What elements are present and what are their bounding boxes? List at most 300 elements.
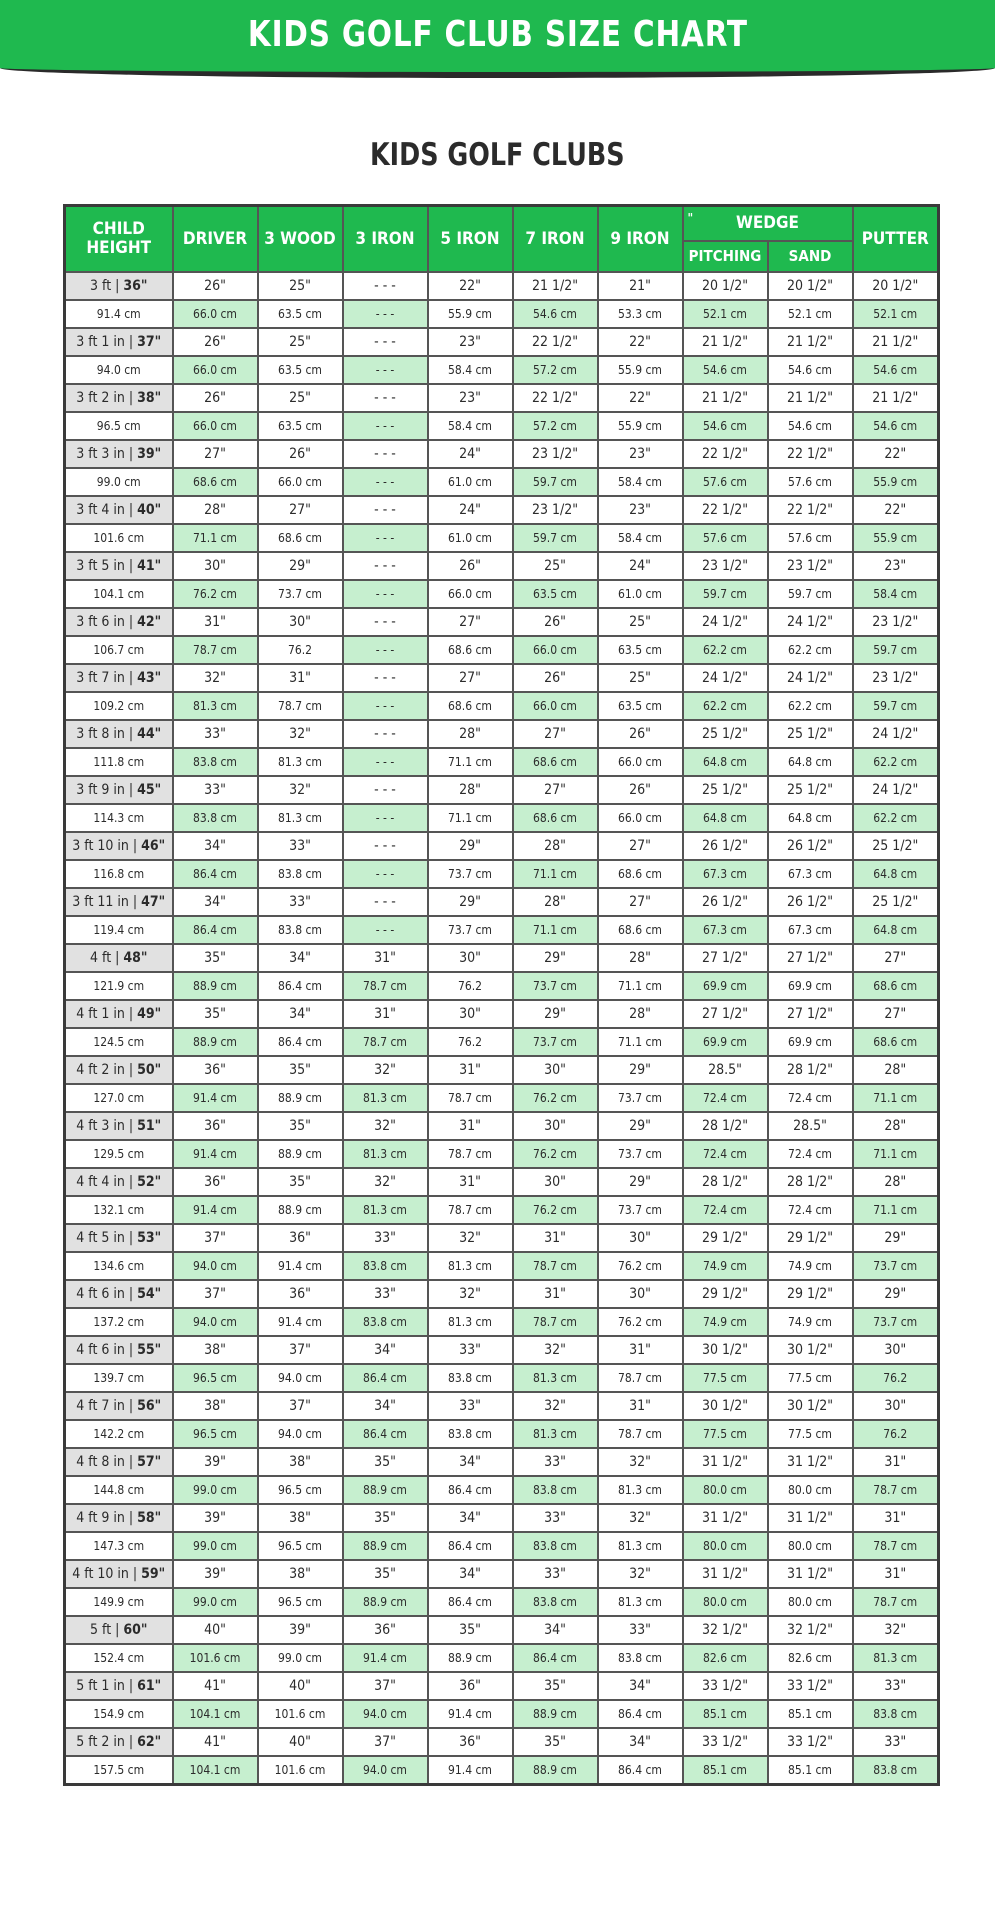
sand-length-cm: 74.9 cm — [768, 1308, 853, 1336]
7-iron-length-in: 27" — [513, 720, 598, 748]
pitching-length-in: 31 1/2" — [683, 1560, 768, 1588]
height-feet-cell — [65, 1224, 173, 1252]
5-iron-length-in: 30" — [428, 944, 513, 972]
9-iron-length-in: 25" — [598, 664, 683, 692]
driver-length-cm: 99.0 cm — [173, 1588, 258, 1616]
height-feet: 4 ft 3 in | — [76, 1118, 138, 1134]
height-feet: 3 ft 7 in | — [76, 670, 138, 686]
table-row-cm — [65, 916, 939, 944]
putter-length-in: 25 1/2" — [853, 832, 939, 860]
5-iron-length-in: 26" — [428, 552, 513, 580]
3-wood-length-in: 35" — [258, 1056, 343, 1084]
height-cm: 101.6 cm — [65, 524, 173, 552]
3-wood-length-cm: 101.6 cm — [258, 1756, 343, 1785]
height-feet-cell — [65, 1112, 173, 1140]
putter-length-in: 27" — [853, 944, 939, 972]
putter-length-cm: 58.4 cm — [853, 580, 939, 608]
5-iron-length-in: 28" — [428, 776, 513, 804]
putter-length-in: 30" — [853, 1336, 939, 1364]
3-wood-length-cm: 99.0 cm — [258, 1644, 343, 1672]
3-iron-length-in: 32" — [343, 1112, 428, 1140]
9-iron-length-cm: 86.4 cm — [598, 1756, 683, 1785]
driver-length-in: 34" — [173, 832, 258, 860]
3-iron-length-in: - - - — [343, 328, 428, 356]
putter-length-in: 28" — [853, 1112, 939, 1140]
pitching-length-in: 20 1/2" — [683, 272, 768, 300]
3-iron-length-cm: 88.9 cm — [343, 1532, 428, 1560]
driver-length-cm: 91.4 cm — [173, 1196, 258, 1224]
putter-length-cm: 62.2 cm — [853, 804, 939, 832]
pitching-length-cm: 67.3 cm — [683, 860, 768, 888]
height-inches: 54" — [137, 1286, 162, 1302]
height-feet: 4 ft 6 in | — [76, 1286, 138, 1302]
sand-length-cm: 85.1 cm — [768, 1700, 853, 1728]
pitching-length-cm: 80.0 cm — [683, 1532, 768, 1560]
7-iron-length-cm: 59.7 cm — [513, 468, 598, 496]
driver-length-in: 35" — [173, 1000, 258, 1028]
driver-length-cm: 91.4 cm — [173, 1140, 258, 1168]
driver-length-cm: 94.0 cm — [173, 1252, 258, 1280]
7-iron-length-cm: 59.7 cm — [513, 524, 598, 552]
driver-length-in: 26" — [173, 384, 258, 412]
size-chart-table — [63, 204, 940, 1786]
3-iron-length-in: - - - — [343, 776, 428, 804]
driver-length-cm: 78.7 cm — [173, 636, 258, 664]
9-iron-length-cm: 55.9 cm — [598, 412, 683, 440]
putter-length-in: 21 1/2" — [853, 384, 939, 412]
7-iron-length-cm: 76.2 cm — [513, 1196, 598, 1224]
height-inches: 55" — [137, 1342, 162, 1358]
sand-length-cm: 54.6 cm — [768, 412, 853, 440]
height-feet: 5 ft 1 in | — [76, 1678, 138, 1694]
7-iron-length-cm: 71.1 cm — [513, 916, 598, 944]
pitching-length-cm: 72.4 cm — [683, 1084, 768, 1112]
driver-length-cm: 68.6 cm — [173, 468, 258, 496]
3-iron-length-cm: 83.8 cm — [343, 1308, 428, 1336]
5-iron-length-cm: 68.6 cm — [428, 636, 513, 664]
height-cm: 137.2 cm — [65, 1308, 173, 1336]
height-feet: 3 ft 2 in | — [76, 390, 138, 406]
9-iron-length-in: 32" — [598, 1504, 683, 1532]
5-iron-length-in: 23" — [428, 384, 513, 412]
sand-length-in: 22 1/2" — [768, 496, 853, 524]
table-row-inches — [65, 664, 939, 692]
height-feet-cell — [65, 832, 173, 860]
9-iron-length-in: 29" — [598, 1168, 683, 1196]
height-inches: 51" — [137, 1118, 162, 1134]
sand-length-cm: 85.1 cm — [768, 1756, 853, 1785]
height-cm: 99.0 cm — [65, 468, 173, 496]
driver-length-in: 36" — [173, 1056, 258, 1084]
5-iron-length-cm: 81.3 cm — [428, 1252, 513, 1280]
9-iron-length-cm: 81.3 cm — [598, 1532, 683, 1560]
3-wood-length-cm: 86.4 cm — [258, 972, 343, 1000]
7-iron-length-cm: 88.9 cm — [513, 1756, 598, 1785]
3-iron-length-cm: 94.0 cm — [343, 1756, 428, 1785]
sand-length-in: 27 1/2" — [768, 1000, 853, 1028]
putter-length-cm: 59.7 cm — [853, 636, 939, 664]
table-row-cm — [65, 524, 939, 552]
driver-length-cm: 94.0 cm — [173, 1308, 258, 1336]
driver-length-in: 39" — [173, 1560, 258, 1588]
table-row-cm — [65, 1476, 939, 1504]
3-wood-length-cm: 88.9 cm — [258, 1084, 343, 1112]
table-row-inches — [65, 440, 939, 468]
7-iron-length-cm: 63.5 cm — [513, 580, 598, 608]
height-feet: 3 ft 9 in | — [76, 782, 138, 798]
7-iron-length-in: 23 1/2" — [513, 440, 598, 468]
header-9-iron: 9 IRON — [598, 206, 683, 273]
3-iron-length-in: 34" — [343, 1336, 428, 1364]
putter-length-in: 21 1/2" — [853, 328, 939, 356]
sand-length-cm: 80.0 cm — [768, 1476, 853, 1504]
driver-length-in: 35" — [173, 944, 258, 972]
5-iron-length-cm: 88.9 cm — [428, 1644, 513, 1672]
pitching-length-cm: 85.1 cm — [683, 1756, 768, 1785]
height-feet-cell — [65, 776, 173, 804]
height-feet-cell — [65, 272, 173, 300]
3-iron-length-in: 37" — [343, 1672, 428, 1700]
5-iron-length-cm: 91.4 cm — [428, 1756, 513, 1785]
5-iron-length-cm: 86.4 cm — [428, 1476, 513, 1504]
height-cm: 129.5 cm — [65, 1140, 173, 1168]
7-iron-length-in: 30" — [513, 1112, 598, 1140]
3-iron-length-cm: - - - — [343, 412, 428, 440]
sand-length-in: 30 1/2" — [768, 1392, 853, 1420]
5-iron-length-in: 36" — [428, 1672, 513, 1700]
height-inches: 38" — [137, 390, 162, 406]
sand-length-in: 28 1/2" — [768, 1168, 853, 1196]
sand-length-cm: 72.4 cm — [768, 1196, 853, 1224]
driver-length-in: 37" — [173, 1224, 258, 1252]
pitching-length-in: 33 1/2" — [683, 1728, 768, 1756]
pitching-length-in: 31 1/2" — [683, 1504, 768, 1532]
sand-length-in: 33 1/2" — [768, 1672, 853, 1700]
3-iron-length-in: 35" — [343, 1504, 428, 1532]
pitching-length-in: 29 1/2" — [683, 1224, 768, 1252]
putter-length-cm: 54.6 cm — [853, 412, 939, 440]
3-wood-length-cm: 96.5 cm — [258, 1476, 343, 1504]
9-iron-length-cm: 73.7 cm — [598, 1140, 683, 1168]
5-iron-length-cm: 83.8 cm — [428, 1420, 513, 1448]
putter-length-cm: 64.8 cm — [853, 860, 939, 888]
height-inches: 58" — [137, 1510, 162, 1526]
height-cm: 157.5 cm — [65, 1756, 173, 1785]
height-feet: 5 ft 2 in | — [76, 1734, 138, 1750]
sand-length-in: 21 1/2" — [768, 384, 853, 412]
wedge-mark: " — [687, 211, 694, 225]
height-cm: 134.6 cm — [65, 1252, 173, 1280]
pitching-length-in: 23 1/2" — [683, 552, 768, 580]
driver-length-in: 37" — [173, 1280, 258, 1308]
7-iron-length-in: 32" — [513, 1336, 598, 1364]
pitching-length-cm: 80.0 cm — [683, 1476, 768, 1504]
putter-length-in: 27" — [853, 1000, 939, 1028]
height-feet: 4 ft 10 in | — [72, 1566, 142, 1582]
height-inches: 40" — [137, 502, 162, 518]
5-iron-length-cm: 86.4 cm — [428, 1532, 513, 1560]
5-iron-length-in: 29" — [428, 888, 513, 916]
header-driver: DRIVER — [173, 206, 258, 273]
putter-length-in: 20 1/2" — [853, 272, 939, 300]
height-inches: 56" — [137, 1398, 162, 1414]
7-iron-length-cm: 83.8 cm — [513, 1588, 598, 1616]
3-wood-length-cm: 76.2 — [258, 636, 343, 664]
height-feet: 3 ft 5 in | — [76, 558, 138, 574]
5-iron-length-in: 34" — [428, 1560, 513, 1588]
3-wood-length-cm: 81.3 cm — [258, 748, 343, 776]
3-wood-length-in: 33" — [258, 888, 343, 916]
9-iron-length-cm: 78.7 cm — [598, 1420, 683, 1448]
9-iron-length-cm: 66.0 cm — [598, 748, 683, 776]
table-row-cm — [65, 748, 939, 776]
7-iron-length-in: 22 1/2" — [513, 384, 598, 412]
5-iron-length-in: 29" — [428, 832, 513, 860]
pitching-length-in: 22 1/2" — [683, 496, 768, 524]
sand-length-cm: 62.2 cm — [768, 636, 853, 664]
driver-length-cm: 91.4 cm — [173, 1084, 258, 1112]
pitching-length-in: 30 1/2" — [683, 1392, 768, 1420]
pitching-length-in: 29 1/2" — [683, 1280, 768, 1308]
9-iron-length-cm: 63.5 cm — [598, 692, 683, 720]
pitching-length-in: 33 1/2" — [683, 1672, 768, 1700]
driver-length-cm: 104.1 cm — [173, 1700, 258, 1728]
5-iron-length-in: 31" — [428, 1168, 513, 1196]
pitching-length-in: 31 1/2" — [683, 1448, 768, 1476]
table-row-inches — [65, 1336, 939, 1364]
5-iron-length-in: 22" — [428, 272, 513, 300]
pitching-length-cm: 64.8 cm — [683, 804, 768, 832]
table-row-cm — [65, 580, 939, 608]
3-iron-length-cm: 88.9 cm — [343, 1476, 428, 1504]
3-wood-length-cm: 86.4 cm — [258, 1028, 343, 1056]
driver-length-in: 40" — [173, 1616, 258, 1644]
3-iron-length-in: 32" — [343, 1168, 428, 1196]
3-iron-length-cm: 83.8 cm — [343, 1252, 428, 1280]
9-iron-length-in: 31" — [598, 1336, 683, 1364]
pitching-length-cm: 72.4 cm — [683, 1196, 768, 1224]
9-iron-length-cm: 73.7 cm — [598, 1084, 683, 1112]
pitching-length-cm: 67.3 cm — [683, 916, 768, 944]
putter-length-cm: 76.2 — [853, 1420, 939, 1448]
sand-length-in: 31 1/2" — [768, 1560, 853, 1588]
5-iron-length-cm: 81.3 cm — [428, 1308, 513, 1336]
5-iron-length-in: 27" — [428, 664, 513, 692]
7-iron-length-cm: 57.2 cm — [513, 356, 598, 384]
height-feet-cell — [65, 552, 173, 580]
driver-length-in: 26" — [173, 272, 258, 300]
5-iron-length-cm: 78.7 cm — [428, 1084, 513, 1112]
7-iron-length-cm: 78.7 cm — [513, 1308, 598, 1336]
driver-length-cm: 99.0 cm — [173, 1532, 258, 1560]
driver-length-cm: 76.2 cm — [173, 580, 258, 608]
sand-length-cm: 57.6 cm — [768, 468, 853, 496]
height-inches: 53" — [137, 1230, 162, 1246]
height-inches: 41" — [137, 558, 162, 574]
3-wood-length-in: 34" — [258, 1000, 343, 1028]
9-iron-length-in: 26" — [598, 776, 683, 804]
sand-length-cm: 57.6 cm — [768, 524, 853, 552]
7-iron-length-in: 30" — [513, 1168, 598, 1196]
driver-length-in: 39" — [173, 1448, 258, 1476]
table-row-cm — [65, 1532, 939, 1560]
height-cm: 109.2 cm — [65, 692, 173, 720]
table-row-cm — [65, 1252, 939, 1280]
height-feet-cell — [65, 440, 173, 468]
5-iron-length-cm: 55.9 cm — [428, 300, 513, 328]
height-inches: 50" — [137, 1062, 162, 1078]
7-iron-length-in: 22 1/2" — [513, 328, 598, 356]
pitching-length-cm: 82.6 cm — [683, 1644, 768, 1672]
sand-length-in: 26 1/2" — [768, 888, 853, 916]
height-inches: 62" — [137, 1734, 162, 1750]
7-iron-length-cm: 81.3 cm — [513, 1420, 598, 1448]
3-iron-length-in: - - - — [343, 552, 428, 580]
header-7-iron: 7 IRON — [513, 206, 598, 273]
driver-length-in: 36" — [173, 1112, 258, 1140]
9-iron-length-in: 32" — [598, 1448, 683, 1476]
sand-length-in: 31 1/2" — [768, 1448, 853, 1476]
3-wood-length-in: 38" — [258, 1560, 343, 1588]
table-row-cm — [65, 300, 939, 328]
pitching-length-in: 24 1/2" — [683, 664, 768, 692]
5-iron-length-in: 23" — [428, 328, 513, 356]
5-iron-length-in: 34" — [428, 1504, 513, 1532]
7-iron-length-cm: 88.9 cm — [513, 1700, 598, 1728]
pitching-length-cm: 72.4 cm — [683, 1140, 768, 1168]
pitching-length-cm: 77.5 cm — [683, 1420, 768, 1448]
putter-length-cm: 71.1 cm — [853, 1084, 939, 1112]
height-cm: 132.1 cm — [65, 1196, 173, 1224]
7-iron-length-in: 23 1/2" — [513, 496, 598, 524]
height-cm: 104.1 cm — [65, 580, 173, 608]
height-cm: 152.4 cm — [65, 1644, 173, 1672]
5-iron-length-cm: 71.1 cm — [428, 748, 513, 776]
height-feet: 4 ft 7 in | — [76, 1398, 138, 1414]
3-wood-length-cm: 83.8 cm — [258, 916, 343, 944]
putter-length-cm: 55.9 cm — [853, 524, 939, 552]
height-feet-cell — [65, 1392, 173, 1420]
9-iron-length-cm: 81.3 cm — [598, 1476, 683, 1504]
sand-length-cm: 64.8 cm — [768, 804, 853, 832]
5-iron-length-in: 31" — [428, 1056, 513, 1084]
3-iron-length-in: - - - — [343, 496, 428, 524]
page-title: KIDS GOLF CLUB SIZE CHART — [247, 14, 748, 55]
height-feet-cell — [65, 384, 173, 412]
height-feet: 5 ft | — [90, 1622, 124, 1638]
3-iron-length-cm: 81.3 cm — [343, 1140, 428, 1168]
3-wood-length-in: 27" — [258, 496, 343, 524]
3-iron-length-cm: 81.3 cm — [343, 1196, 428, 1224]
sand-length-cm: 80.0 cm — [768, 1588, 853, 1616]
7-iron-length-cm: 76.2 cm — [513, 1084, 598, 1112]
table-row-inches — [65, 496, 939, 524]
3-wood-length-in: 30" — [258, 608, 343, 636]
7-iron-length-in: 25" — [513, 552, 598, 580]
5-iron-length-cm: 66.0 cm — [428, 580, 513, 608]
3-iron-length-in: 34" — [343, 1392, 428, 1420]
height-feet-cell — [65, 1000, 173, 1028]
9-iron-length-in: 27" — [598, 888, 683, 916]
3-wood-length-in: 34" — [258, 944, 343, 972]
pitching-length-in: 26 1/2" — [683, 832, 768, 860]
driver-length-in: 32" — [173, 664, 258, 692]
3-wood-length-cm: 78.7 cm — [258, 692, 343, 720]
table-row-cm — [65, 1028, 939, 1056]
sand-length-cm: 77.5 cm — [768, 1420, 853, 1448]
7-iron-length-in: 35" — [513, 1728, 598, 1756]
9-iron-length-cm: 63.5 cm — [598, 636, 683, 664]
pitching-length-in: 32 1/2" — [683, 1616, 768, 1644]
9-iron-length-cm: 66.0 cm — [598, 804, 683, 832]
table-row-inches — [65, 944, 939, 972]
table-row-inches — [65, 1616, 939, 1644]
3-iron-length-in: 35" — [343, 1560, 428, 1588]
3-wood-length-in: 37" — [258, 1336, 343, 1364]
height-feet: 3 ft 4 in | — [76, 502, 138, 518]
7-iron-length-in: 28" — [513, 832, 598, 860]
5-iron-length-cm: 78.7 cm — [428, 1196, 513, 1224]
table-row-inches — [65, 1672, 939, 1700]
7-iron-length-in: 30" — [513, 1056, 598, 1084]
driver-length-cm: 88.9 cm — [173, 1028, 258, 1056]
3-wood-length-cm: 63.5 cm — [258, 300, 343, 328]
7-iron-length-in: 28" — [513, 888, 598, 916]
9-iron-length-cm: 55.9 cm — [598, 356, 683, 384]
height-feet-cell — [65, 720, 173, 748]
driver-length-cm: 104.1 cm — [173, 1756, 258, 1785]
5-iron-length-in: 30" — [428, 1000, 513, 1028]
7-iron-length-in: 29" — [513, 944, 598, 972]
height-inches: 57" — [137, 1454, 162, 1470]
5-iron-length-cm: 58.4 cm — [428, 356, 513, 384]
height-feet-cell — [65, 608, 173, 636]
9-iron-length-cm: 86.4 cm — [598, 1700, 683, 1728]
height-cm: 147.3 cm — [65, 1532, 173, 1560]
7-iron-length-cm: 83.8 cm — [513, 1476, 598, 1504]
9-iron-length-cm: 53.3 cm — [598, 300, 683, 328]
9-iron-length-in: 23" — [598, 496, 683, 524]
5-iron-length-cm: 68.6 cm — [428, 692, 513, 720]
7-iron-length-cm: 73.7 cm — [513, 1028, 598, 1056]
9-iron-length-in: 28" — [598, 1000, 683, 1028]
3-wood-length-in: 40" — [258, 1728, 343, 1756]
sand-length-in: 21 1/2" — [768, 328, 853, 356]
5-iron-length-in: 32" — [428, 1224, 513, 1252]
height-feet-cell — [65, 1056, 173, 1084]
3-wood-length-cm: 73.7 cm — [258, 580, 343, 608]
pitching-length-cm: 74.9 cm — [683, 1252, 768, 1280]
table-row-inches — [65, 1392, 939, 1420]
title-banner — [0, 0, 995, 78]
driver-length-in: 36" — [173, 1168, 258, 1196]
7-iron-length-in: 31" — [513, 1280, 598, 1308]
pitching-length-in: 27 1/2" — [683, 1000, 768, 1028]
9-iron-length-in: 27" — [598, 832, 683, 860]
3-iron-length-in: - - - — [343, 608, 428, 636]
9-iron-length-in: 23" — [598, 440, 683, 468]
pitching-length-cm: 54.6 cm — [683, 412, 768, 440]
height-feet-cell — [65, 1504, 173, 1532]
3-wood-length-cm: 63.5 cm — [258, 412, 343, 440]
height-feet-cell — [65, 1672, 173, 1700]
section-title: KIDS GOLF CLUBS — [370, 137, 625, 173]
9-iron-length-in: 22" — [598, 384, 683, 412]
height-feet: 3 ft 10 in | — [72, 838, 142, 854]
3-iron-length-cm: 81.3 cm — [343, 1084, 428, 1112]
pitching-length-cm: 80.0 cm — [683, 1588, 768, 1616]
driver-length-cm: 83.8 cm — [173, 748, 258, 776]
